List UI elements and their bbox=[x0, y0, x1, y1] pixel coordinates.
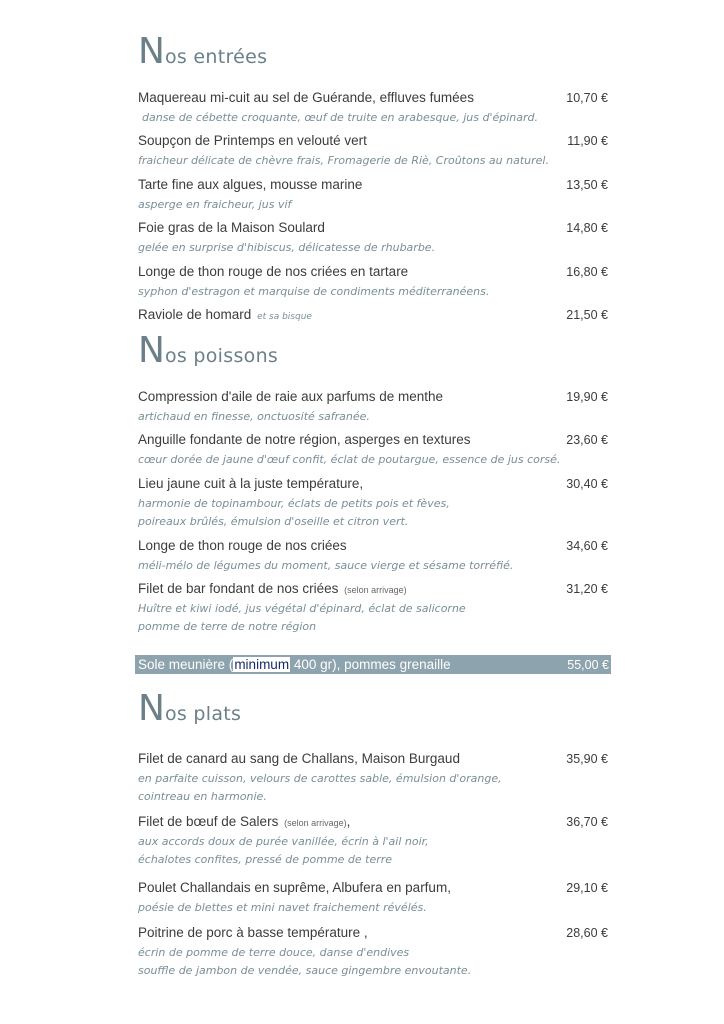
dish-description: méli-mélo de légumes du moment, sauce vierge et sésame torréfié. bbox=[138, 559, 514, 572]
dish-name-start: Sole meunière ( bbox=[138, 657, 234, 672]
dish-description: aux accords doux de purée vanillée, écrin à l'ail noir, bbox=[138, 835, 429, 848]
dish-name: Poitrine de porc à basse température , bbox=[138, 925, 368, 940]
dish-name bbox=[138, 580, 407, 599]
dish-name-text: Raviole de homard bbox=[138, 307, 252, 322]
dish-description: souffle de jambon de vendée, sauce gingembre envoutante. bbox=[138, 964, 472, 977]
dish-name bbox=[138, 813, 350, 832]
menu-item bbox=[138, 537, 610, 575]
dish-name: Lieu jaune cuit à la juste température, bbox=[138, 476, 364, 491]
dish-description: artichaud en finesse, onctuosité safranée. bbox=[138, 410, 370, 423]
section-heading-poissons bbox=[138, 330, 279, 371]
dish-name-end: 400 gr), pommes grenaille bbox=[290, 657, 451, 672]
dish-description: asperge en fraicheur, jus vif bbox=[138, 198, 292, 211]
dish-name: Filet de canard au sang de Challans, Maison Burgaud bbox=[138, 751, 460, 766]
dish-description: cœur dorée de jaune d'œuf confit, éclat de poutargue, essence de jus corsé. bbox=[138, 453, 561, 466]
heading-initial: N bbox=[138, 31, 165, 72]
menu-item bbox=[138, 89, 610, 127]
dish-price: 55,00 € bbox=[567, 658, 609, 672]
dish-name bbox=[138, 306, 312, 326]
dish-price: 30,40 € bbox=[566, 477, 608, 491]
dish-note: (selon arrivage) bbox=[344, 585, 407, 595]
menu-item bbox=[138, 132, 610, 170]
menu-item bbox=[138, 388, 610, 426]
dish-name: Longe de thon rouge de nos criées en tartare bbox=[138, 264, 409, 279]
dish-note: (selon arrivage) bbox=[284, 818, 347, 828]
menu-item bbox=[138, 879, 610, 917]
dish-description: fraicheur délicate de chèvre frais, Fromagerie de Riè, Croûtons au naturel. bbox=[138, 154, 549, 167]
dish-name: Maquereau mi-cuit au sel de Guérande, effluves fumées bbox=[138, 90, 474, 105]
dish-description: cointreau en harmonie. bbox=[138, 790, 267, 803]
dish-name-text: Filet de bœuf de Salers bbox=[138, 814, 279, 829]
dish-name: Tarte fine aux algues, mousse marine bbox=[138, 177, 363, 192]
dish-price: 10,70 € bbox=[566, 91, 608, 105]
dish-name-text: Filet de bar fondant de nos criées bbox=[138, 581, 339, 596]
dish-name: Anguille fondante de notre région, asperges en textures bbox=[138, 432, 471, 447]
dish-description: danse de cébette croquante, œuf de truite en arabesque, jus d'épinard. bbox=[142, 111, 538, 124]
dish-price: 11,90 € bbox=[567, 134, 608, 148]
dish-description: poireaux brûlés, émulsion d'oseille et citron vert. bbox=[138, 515, 409, 528]
menu-item bbox=[138, 176, 610, 214]
dish-name: Compression d'aile de raie aux parfums de menthe bbox=[138, 389, 443, 404]
section-heading-plats bbox=[138, 688, 242, 729]
dish-price: 29,10 € bbox=[566, 881, 608, 895]
heading-initial: N bbox=[138, 330, 165, 371]
dish-price: 14,80 € bbox=[566, 221, 608, 235]
minimum-label: minimum bbox=[234, 657, 290, 672]
dish-description: poésie de blettes et mini navet fraichement révélés. bbox=[138, 901, 427, 914]
heading-text: os plats bbox=[164, 703, 242, 725]
dish-name: Longe de thon rouge de nos criées bbox=[138, 538, 347, 553]
dish-description: pomme de terre de notre région bbox=[138, 620, 317, 633]
menu-item bbox=[138, 263, 610, 301]
menu-item bbox=[138, 813, 610, 869]
menu-item bbox=[138, 475, 610, 531]
dish-price: 16,80 € bbox=[566, 265, 608, 279]
dish-description: gelée en surprise d'hibiscus, délicatesse de rhubarbe. bbox=[138, 241, 436, 254]
featured-dish-banner bbox=[135, 655, 611, 674]
dish-price: 23,60 € bbox=[566, 433, 608, 447]
dish-name: Poulet Challandais en suprême, Albufera en parfum, bbox=[138, 880, 451, 895]
dish-note: et sa bisque bbox=[257, 312, 312, 322]
dish-price: 35,90 € bbox=[566, 752, 608, 766]
dish-description: Huître et kiwi iodé, jus végétal d'épinard, éclat de salicorne bbox=[138, 602, 466, 615]
heading-text: os entrées bbox=[164, 46, 268, 68]
dish-price: 36,70 € bbox=[566, 815, 608, 829]
dish-description: harmonie de topinambour, éclats de petits pois et fèves, bbox=[138, 497, 450, 510]
dish-description: échalotes confites, pressé de pomme de terre bbox=[138, 853, 393, 866]
section-heading-entrees bbox=[138, 31, 268, 72]
dish-name-suffix: , bbox=[346, 814, 351, 829]
dish-description: en parfaite cuisson, velours de carottes sable, émulsion d'orange, bbox=[138, 772, 502, 785]
dish-name bbox=[138, 656, 451, 674]
dish-price: 31,20 € bbox=[566, 582, 608, 596]
menu-item bbox=[138, 750, 610, 806]
dish-price: 19,90 € bbox=[566, 390, 608, 404]
heading-initial: N bbox=[138, 688, 165, 729]
dish-price: 28,60 € bbox=[566, 926, 608, 940]
dish-price: 21,50 € bbox=[566, 308, 608, 322]
dish-description: écrin de pomme de terre douce, danse d'endives bbox=[138, 946, 410, 959]
heading-text: os poissons bbox=[164, 345, 279, 367]
menu-item bbox=[138, 924, 610, 980]
menu-item bbox=[138, 306, 610, 324]
dish-name: Foie gras de la Maison Soulard bbox=[138, 220, 325, 235]
dish-name: Soupçon de Printemps en velouté vert bbox=[138, 133, 367, 148]
menu-item bbox=[138, 431, 610, 469]
dish-price: 34,60 € bbox=[566, 539, 608, 553]
dish-price: 13,50 € bbox=[566, 178, 608, 192]
dish-description: syphon d'estragon et marquise de condiments méditerranéens. bbox=[138, 285, 490, 298]
menu-item bbox=[138, 580, 610, 636]
menu-item bbox=[138, 219, 610, 257]
